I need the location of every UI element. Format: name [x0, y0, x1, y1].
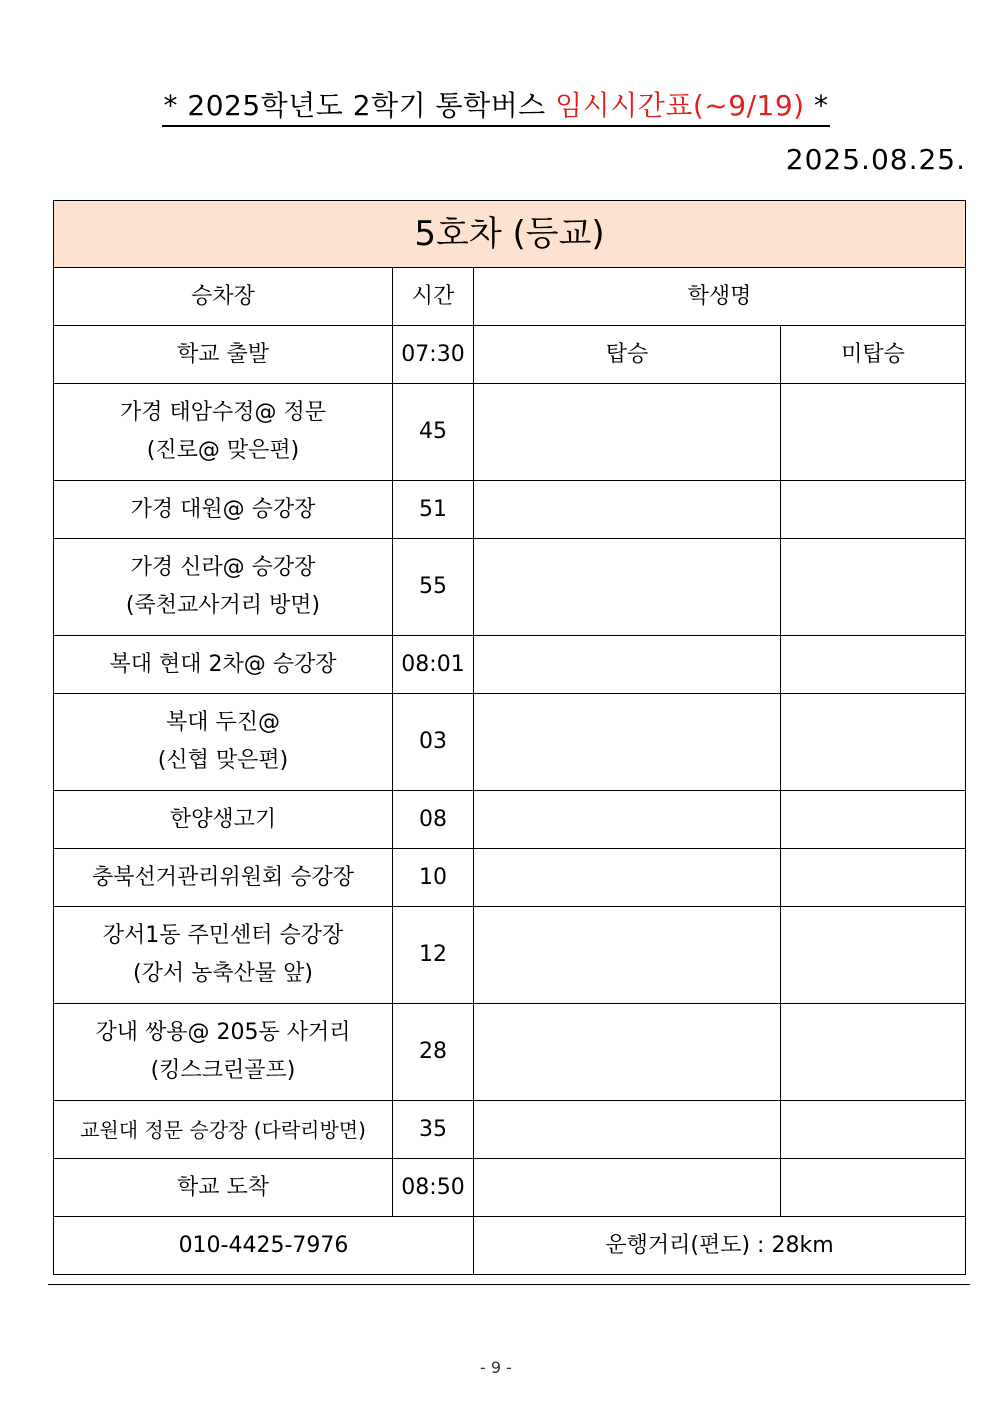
noboard-cell: [781, 1159, 966, 1217]
col-stop-header: 승차장: [54, 268, 393, 326]
board-cell: [474, 1159, 781, 1217]
bus-schedule-table: [53, 200, 966, 1275]
stop-name-line: 복대 현대 2차@ 승강장: [109, 651, 337, 677]
noboard-cell: [781, 1101, 966, 1159]
stop-time: 55: [393, 539, 474, 636]
table-row: [54, 539, 966, 636]
table-row: [54, 384, 966, 481]
noboard-cell: [781, 694, 966, 791]
driver-phone: 010-4425-7976: [54, 1217, 474, 1275]
stop-name-line: 한양생고기: [169, 806, 277, 832]
stop-name-line: 강내 쌍용@ 205동 사거리: [95, 1020, 351, 1045]
title-highlight: 임시시간표(~9/19): [555, 89, 805, 122]
stop-time: 08: [393, 791, 474, 849]
table-header-row: [54, 201, 966, 268]
route-distance: 운행거리(편도) : 28km: [474, 1217, 966, 1275]
board-cell: [474, 539, 781, 636]
board-cell: [474, 1004, 781, 1101]
stop-time: 08:50: [393, 1159, 474, 1217]
title-suffix: *: [804, 89, 829, 122]
stop-time: 08:01: [393, 636, 474, 694]
board-cell: [474, 907, 781, 1004]
table-row: [54, 849, 966, 907]
footer-row: [54, 1217, 966, 1275]
bus-header: 5호차 (등교): [54, 201, 966, 268]
stop-name: [54, 481, 393, 539]
stop-name-line: (강서 농축산물 앞): [133, 961, 313, 986]
board-cell: [474, 384, 781, 481]
noboard-cell: [781, 539, 966, 636]
table-row: [54, 791, 966, 849]
table-row: [54, 1101, 966, 1159]
bottom-rule: [48, 1284, 970, 1285]
column-header-row: [54, 268, 966, 326]
board-cell: [474, 791, 781, 849]
board-header: 탑승: [474, 326, 781, 384]
col-time-header: 시간: [393, 268, 474, 326]
stop-name: [54, 907, 393, 1004]
noboard-cell: [781, 384, 966, 481]
stop-name: [54, 791, 393, 849]
board-cell: [474, 636, 781, 694]
table-row: [54, 636, 966, 694]
stop-name-line: 가경 대원@ 승강장: [130, 496, 316, 522]
stop-name: [54, 539, 393, 636]
stop-name: [54, 1004, 393, 1101]
stop-name: [54, 694, 393, 791]
title-prefix: * 2025학년도 2학기 통학버스: [163, 89, 556, 122]
col-students-header: 학생명: [474, 268, 966, 326]
noboard-cell: [781, 636, 966, 694]
stop-time: 28: [393, 1004, 474, 1101]
stop-time: 12: [393, 907, 474, 1004]
stop-name-line: 가경 신라@ 승강장: [130, 555, 316, 580]
document-date: 2025.08.25.: [785, 143, 966, 176]
depart-stop: 학교 출발: [54, 326, 393, 384]
noboard-cell: [781, 481, 966, 539]
stop-name-line: 복대 두진@: [165, 710, 280, 735]
stop-name-line: 교원대 정문 승강장 (다락리방면): [80, 1117, 366, 1142]
stop-time: 51: [393, 481, 474, 539]
stop-name: [54, 384, 393, 481]
stop-rows: [54, 384, 966, 1217]
stop-name: [54, 1159, 393, 1217]
page-title: [162, 88, 831, 127]
noboard-cell: [781, 1004, 966, 1101]
noboard-cell: [781, 907, 966, 1004]
page-number: - 9 -: [480, 1358, 512, 1377]
stop-time: 03: [393, 694, 474, 791]
stop-time: 10: [393, 849, 474, 907]
stop-name-line: 강서1동 주민센터 승강장: [102, 923, 344, 948]
depart-time: 07:30: [393, 326, 474, 384]
stop-name-line: (신협 맞은편): [157, 748, 289, 773]
table-row: [54, 1004, 966, 1101]
table-row: [54, 907, 966, 1004]
stop-name: [54, 1101, 393, 1159]
stop-time: 35: [393, 1101, 474, 1159]
board-cell: [474, 849, 781, 907]
noboard-cell: [781, 791, 966, 849]
stop-name: [54, 849, 393, 907]
noboard-cell: [781, 849, 966, 907]
stop-name-line: (진로@ 맞은편): [146, 438, 300, 463]
stop-name: [54, 636, 393, 694]
noboard-header: 미탑승: [781, 326, 966, 384]
title-wrap: [0, 88, 992, 127]
board-cell: [474, 694, 781, 791]
board-cell: [474, 1101, 781, 1159]
stop-name-line: 충북선거관리위원회 승강장: [91, 864, 355, 890]
board-cell: [474, 481, 781, 539]
depart-row: [54, 326, 966, 384]
stop-name-line: (킹스크린골프): [150, 1058, 296, 1083]
stop-name-line: 가경 태암수정@ 정문: [119, 400, 326, 425]
table-row: [54, 1159, 966, 1217]
table-row: [54, 481, 966, 539]
stop-name-line: 학교 도착: [176, 1174, 269, 1200]
table-row: [54, 694, 966, 791]
stop-time: 45: [393, 384, 474, 481]
stop-name-line: (죽천교사거리 방면): [125, 593, 321, 618]
